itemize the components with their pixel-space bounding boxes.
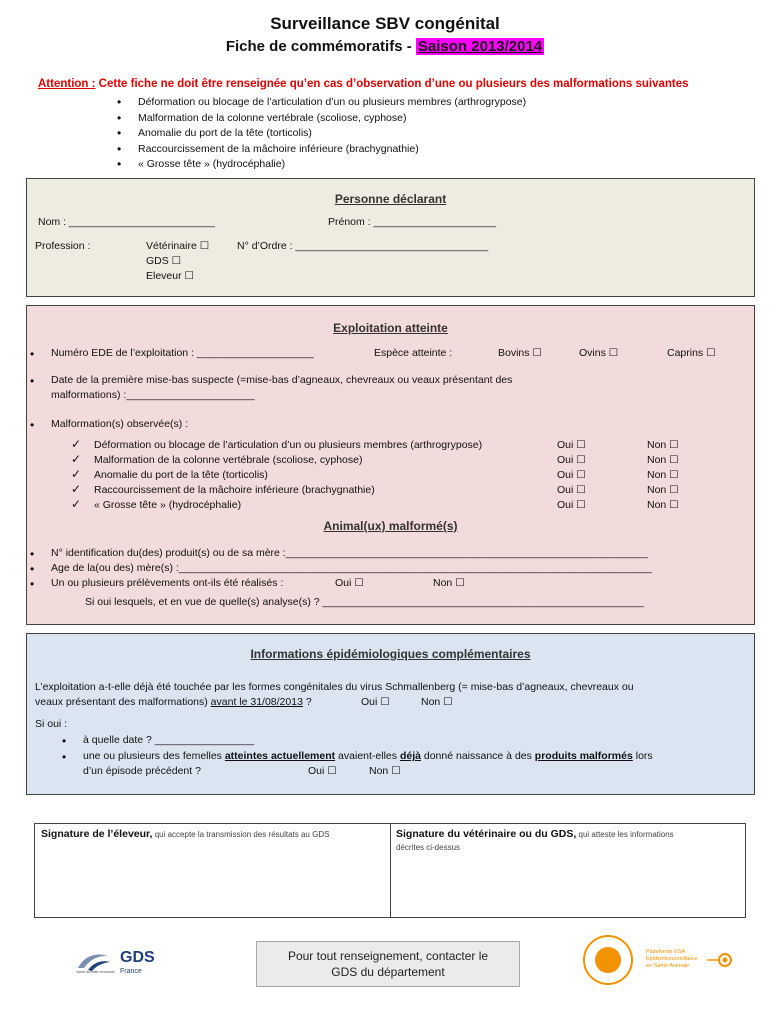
si-oui-label: Si oui : xyxy=(35,718,68,730)
date-mise-bas-field[interactable]: malformations) :______________________ xyxy=(51,389,255,401)
exploitation-section xyxy=(26,305,755,625)
esa-text-1: Plateforme ESA xyxy=(646,949,686,955)
malf-oui-checkbox[interactable]: Oui ☐ xyxy=(557,484,586,496)
episode-text-a: une ou plusieurs des femelles xyxy=(83,750,225,762)
attention-notice xyxy=(38,78,748,90)
episode-text-c: avaient-elles xyxy=(335,750,400,762)
signature-eleveur-label xyxy=(41,828,329,840)
malf-non-checkbox[interactable]: Non ☐ xyxy=(647,484,679,496)
ovins-checkbox[interactable]: Ovins ☐ xyxy=(579,347,619,359)
page-title: Surveillance SBV congénital xyxy=(270,14,500,33)
malformation-item: Malformation de la colonne vertébrale (scoliose, cyphose) xyxy=(94,454,363,466)
eleveur-checkbox[interactable]: Eleveur ☐ xyxy=(146,270,194,282)
gds-logo-sub: France xyxy=(120,968,142,975)
esa-text-2: Epidémiosurveillance xyxy=(646,956,698,962)
malformation-label: • Malformation(s) observée(s) : xyxy=(51,418,188,430)
declarant-section xyxy=(26,178,755,297)
date-mise-bas-line: • Date de la première mise-bas suspecte (=mise-bas d’agneaux, chevreaux ou veaux présentant des xyxy=(51,374,512,386)
contact-box xyxy=(256,941,520,987)
malf-oui-checkbox[interactable]: Oui ☐ xyxy=(557,499,586,511)
list-item: • Raccourcissement de la mâchoire inférieure (brachygnathie) xyxy=(117,142,526,158)
contact-line1: Pour tout renseignement, contacter le xyxy=(287,949,489,963)
esa-text-3: en Santé Animale xyxy=(646,963,690,969)
identification-field[interactable]: • N° identification du(des) produit(s) ou de sa mère :______________________________________________________________ xyxy=(51,547,648,559)
malf-oui-checkbox[interactable]: Oui ☐ xyxy=(557,439,586,451)
animal-title: Animal(ux) malformé(s) xyxy=(323,519,458,533)
season-label: Saison 2013/2014 xyxy=(417,38,543,55)
malf-oui-checkbox[interactable]: Oui ☐ xyxy=(557,454,586,466)
signature-veterinaire-box[interactable] xyxy=(391,824,745,917)
gds-logo-text: GDS xyxy=(120,949,155,966)
attention-text: Cette fiche ne doit être renseignée qu’en cas d’observation d’une ou plusieurs des malformations suivantes xyxy=(95,78,689,90)
contact-line2: GDS du département xyxy=(331,965,445,979)
q2-non-checkbox[interactable]: Non ☐ xyxy=(369,765,401,777)
signature-eleveur-title: Signature de l’éleveur, xyxy=(41,828,153,840)
espece-label: Espèce atteinte : xyxy=(374,347,453,359)
page-subtitle xyxy=(0,38,770,55)
subtitle-prefix: Fiche de commémoratifs - xyxy=(225,38,416,55)
malf-oui-checkbox[interactable]: Oui ☐ xyxy=(557,469,586,481)
prelevements-label: • Un ou plusieurs prélèvements ont-ils été réalisés : xyxy=(51,577,283,589)
list-item: • « Grosse tête » (hydrocéphalie) xyxy=(117,157,526,173)
quelle-date-field[interactable]: • à quelle date ? _________________ xyxy=(83,734,254,746)
episode-text-b: atteintes actuellement xyxy=(224,750,336,762)
malformation-item: Déformation ou blocage de l’articulation d’un ou plusieurs membres (arthrogrypose) xyxy=(94,439,483,451)
signature-veterinaire-title: Signature du vétérinaire ou du GDS, xyxy=(396,828,577,840)
ordre-field[interactable]: N° d’Ordre : _________________________________ xyxy=(237,240,489,252)
epidemio-question-line1: L’exploitation a-t-elle déjà été touchée par les formes congénitales du virus Schmallenberg (= mise-bas d’agneaux, chevreaux ou xyxy=(35,681,634,693)
caprins-checkbox[interactable]: Caprins ☐ xyxy=(667,347,716,359)
list-item: • Anomalie du port de la tête (torticolis) xyxy=(117,126,526,142)
checkmark-icon: ✓ xyxy=(71,497,82,511)
list-item: • Déformation ou blocage de l’articulation d’un ou plusieurs membres (arthrogrypose) xyxy=(117,95,526,111)
episode-text-e: donné naissance à des xyxy=(420,750,535,762)
malformation-item: « Grosse tête » (hydrocéphalie) xyxy=(94,499,242,511)
malformation-item: Anomalie du port de la tête (torticolis) xyxy=(94,469,268,481)
checkmark-icon: ✓ xyxy=(71,482,82,496)
signature-eleveur-box[interactable] xyxy=(35,824,391,917)
gds-checkbox[interactable]: GDS ☐ xyxy=(146,255,182,267)
gds-logo-tag: Santé animale ensemble xyxy=(76,970,115,974)
q1-non-checkbox[interactable]: Non ☐ xyxy=(421,696,453,708)
malf-non-checkbox[interactable]: Non ☐ xyxy=(647,454,679,466)
question-text: veaux présentant des malformations) xyxy=(35,696,211,708)
epidemio-section xyxy=(26,633,755,795)
prelev-non-checkbox[interactable]: Non ☐ xyxy=(433,577,465,589)
question-mark: ? xyxy=(302,696,312,708)
malf-non-checkbox[interactable]: Non ☐ xyxy=(647,469,679,481)
attention-lead: Attention : xyxy=(38,78,96,90)
signature-veterinaire-note2: décrites ci-dessus xyxy=(396,843,461,852)
epidemio-question-line2 xyxy=(35,696,312,708)
list-item: • Malformation de la colonne vertébrale (scoliose, cyphose) xyxy=(117,111,526,127)
signature-eleveur-note: qui accepte la transmission des résultats au GDS xyxy=(152,830,330,839)
signature-table xyxy=(34,823,746,918)
checkmark-icon: ✓ xyxy=(71,467,82,481)
checkmark-icon: ✓ xyxy=(71,437,82,451)
nom-field[interactable]: Nom : _________________________ xyxy=(38,216,215,228)
malf-non-checkbox[interactable]: Non ☐ xyxy=(647,499,679,511)
episode-text-f: produits malformés xyxy=(534,750,633,762)
declarant-title: Personne déclarant xyxy=(334,192,447,206)
checkmark-icon: ✓ xyxy=(71,452,82,466)
prelev-oui-checkbox[interactable]: Oui ☐ xyxy=(335,577,364,589)
episode-text-g: lors xyxy=(632,750,653,762)
signature-veterinaire-label xyxy=(396,828,674,840)
bovins-checkbox[interactable]: Bovins ☐ xyxy=(498,347,542,359)
q1-oui-checkbox[interactable]: Oui ☐ xyxy=(361,696,390,708)
gds-logo xyxy=(74,946,166,979)
episode-text-d: déjà xyxy=(399,750,421,762)
veterinaire-checkbox[interactable]: Vétérinaire ☐ xyxy=(146,240,210,252)
epidemio-title: Informations épidémiologiques complémentaires xyxy=(250,647,531,661)
q2-oui-checkbox[interactable]: Oui ☐ xyxy=(308,765,337,777)
signature-veterinaire-note: qui atteste les informations xyxy=(576,830,674,839)
ede-field[interactable]: • Numéro EDE de l’exploitation : ____________________ xyxy=(51,347,314,359)
malformation-item: Raccourcissement de la mâchoire inférieure (brachygnathie) xyxy=(94,484,375,496)
malf-non-checkbox[interactable]: Non ☐ xyxy=(647,439,679,451)
episode-question xyxy=(83,750,653,762)
analyse-field[interactable]: Si oui lesquels, et en vue de quelle(s) analyse(s) ? _______________________________________________________ xyxy=(85,596,644,608)
prenom-field[interactable]: Prénom : _____________________ xyxy=(328,216,497,228)
exploitation-title: Exploitation atteinte xyxy=(333,321,448,335)
age-mere-field[interactable]: • Age de la(ou des) mère(s) :_________________________________________________________________________________ xyxy=(51,562,652,574)
question-date: avant le 31/08/2013 xyxy=(210,696,303,708)
profession-label: Profession : xyxy=(35,240,91,252)
episode-question-line2: d’un épisode précédent ? xyxy=(83,765,201,777)
esa-logo xyxy=(582,934,742,989)
attention-list xyxy=(117,95,526,173)
